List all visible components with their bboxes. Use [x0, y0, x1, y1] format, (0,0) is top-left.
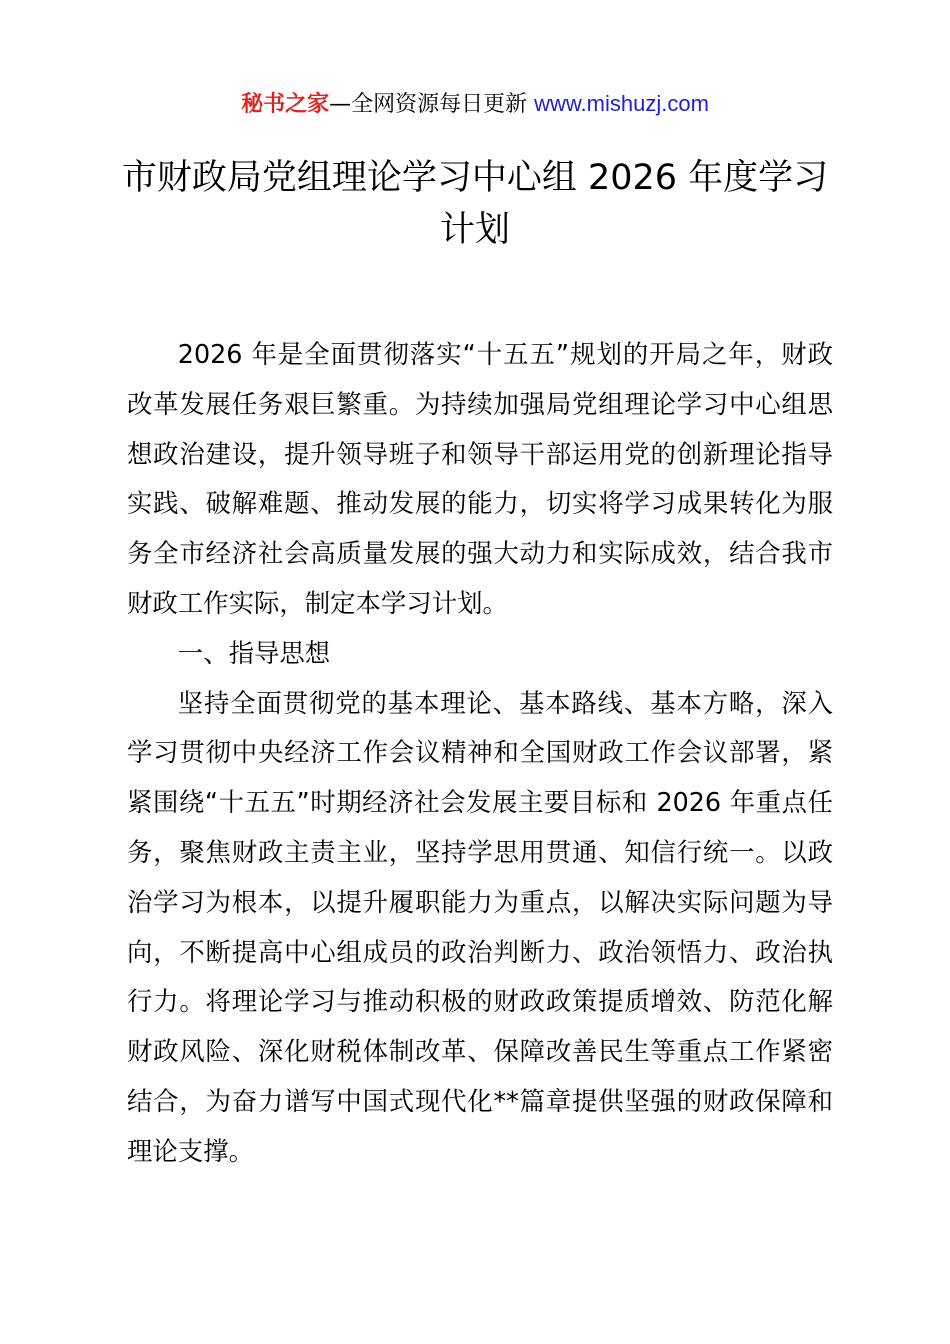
document-title: [120, 152, 830, 256]
title-line-2: 计划: [439, 210, 510, 250]
guiding-ideology-paragraph: 坚持全面贯彻党的基本理论、基本路线、基本方略，深入学习贯彻中央经济工作会议精神和全国财政工作会议部署，紧紧围绕“十五五”时期经济社会发展主要目标和 2026 年重点任务，聚焦财政主责主业，坚持学思用贯通、知信行统一。以政治学习为根本，以提升履职能力为重点，以解决实际问题为导向，不断提高中心组成员的政治判断力、政治领悟力、政治执行力。将理论学习与推动积极的财政政策提质增效、防范化解财政风险、深化财税体制改革、保障改善民生等重点工作紧密结合，为奋力谱写中国式现代化**篇章提供坚强的财政保障和理论支撑。: [127, 687, 833, 1166]
document-body: [127, 330, 833, 1177]
site-brand: 秘书之家: [241, 92, 330, 117]
site-tagline: —全网资源每日更新: [329, 92, 528, 117]
site-url-link[interactable]: www.mishuzj.com: [534, 91, 709, 116]
intro-paragraph: 2026 年是全面贯彻落实“十五五”规划的开局之年，财政改革发展任务艰巨繁重。为持续加强局党组理论学习中心组思想政治建设，提升领导班子和领导干部运用党的创新理论指导实践、破解难题、推动发展的能力，切实将学习成果转化为服务全市经济社会高质量发展的强大动力和实际成效，结合我市财政工作实际，制定本学习计划。: [127, 339, 833, 618]
title-line-1: 市财政局党组理论学习中心组 2026 年度学习: [121, 158, 829, 198]
section-heading: 一、指导思想: [177, 637, 331, 668]
site-header: [0, 88, 950, 121]
